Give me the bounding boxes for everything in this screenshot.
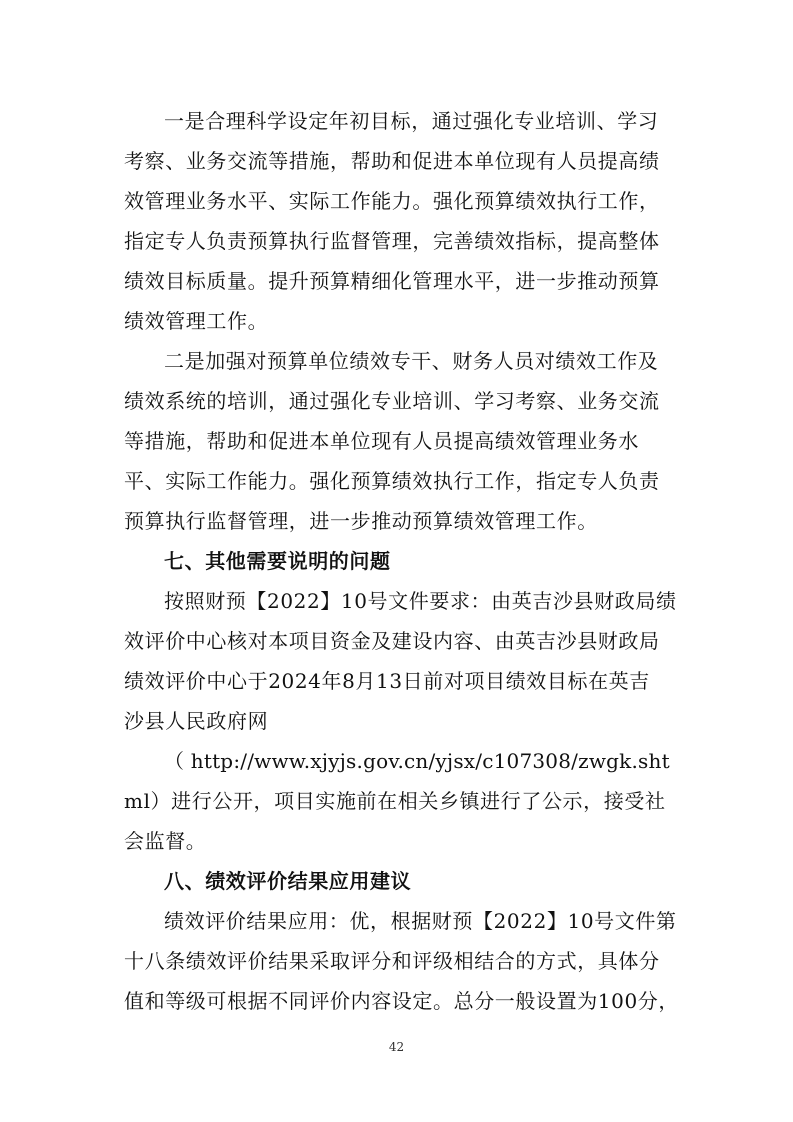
paragraph-line: 值和等级可根据不同评价内容设定。总分一般设置为100分， [124, 989, 679, 1013]
paragraph-line: 沙县人民政府网 [124, 709, 269, 733]
paragraph-line: 一是合理科学设定年初目标，通过强化专业培训、学习 [164, 109, 659, 133]
url-line: （ http://www.xjyjs.gov.cn/yjsx/c107308/zwgk.sht [164, 749, 670, 773]
section-heading: 七、其他需要说明的问题 [164, 549, 391, 573]
paragraph-line: 按照财预【2022】10号文件要求：由英吉沙县财政局绩 [164, 589, 677, 613]
paragraph-line: 绩效评价中心于2024年8月13日前对项目绩效目标在英吉 [124, 669, 650, 693]
paragraph-line: 指定专人负责预算执行监督管理，完善绩效指标，提高整体 [124, 229, 660, 253]
paragraph-line: 平、实际工作能力。强化预算绩效执行工作，指定专人负责 [124, 469, 660, 493]
paragraph-line: 绩效评价结果应用：优，根据财预【2022】10号文件第 [164, 909, 677, 933]
paragraph-line: 绩效管理工作。 [124, 309, 269, 333]
paragraph-line: 二是加强对预算单位绩效专干、财务人员对绩效工作及 [164, 349, 659, 373]
paragraph-line: 绩效目标质量。提升预算精细化管理水平，进一步推动预算 [124, 269, 660, 293]
page-number: 42 [388, 1040, 405, 1054]
section-heading: 八、绩效评价结果应用建议 [164, 869, 412, 893]
paragraph-line: 效评价中心核对本项目资金及建设内容、由英吉沙县财政局 [124, 629, 660, 653]
paragraph-line: 十八条绩效评价结果采取评分和评级相结合的方式，具体分 [124, 949, 660, 973]
paragraph-line: 等措施，帮助和促进本单位现有人员提高绩效管理业务水 [124, 429, 639, 453]
paragraph-line: 考察、业务交流等措施，帮助和促进本单位现有人员提高绩 [124, 149, 660, 173]
paragraph-line: ml）进行公开，项目实施前在相关乡镇进行了公示，接受社 [124, 789, 666, 813]
paragraph-line: 会监督。 [124, 829, 207, 853]
paragraph-line: 预算执行监督管理，进一步推动预算绩效管理工作。 [124, 509, 598, 533]
paragraph-line: 效管理业务水平、实际工作能力。强化预算绩效执行工作， [124, 189, 660, 213]
paragraph-line: 绩效系统的培训，通过强化专业培训、学习考察、业务交流 [124, 389, 660, 413]
